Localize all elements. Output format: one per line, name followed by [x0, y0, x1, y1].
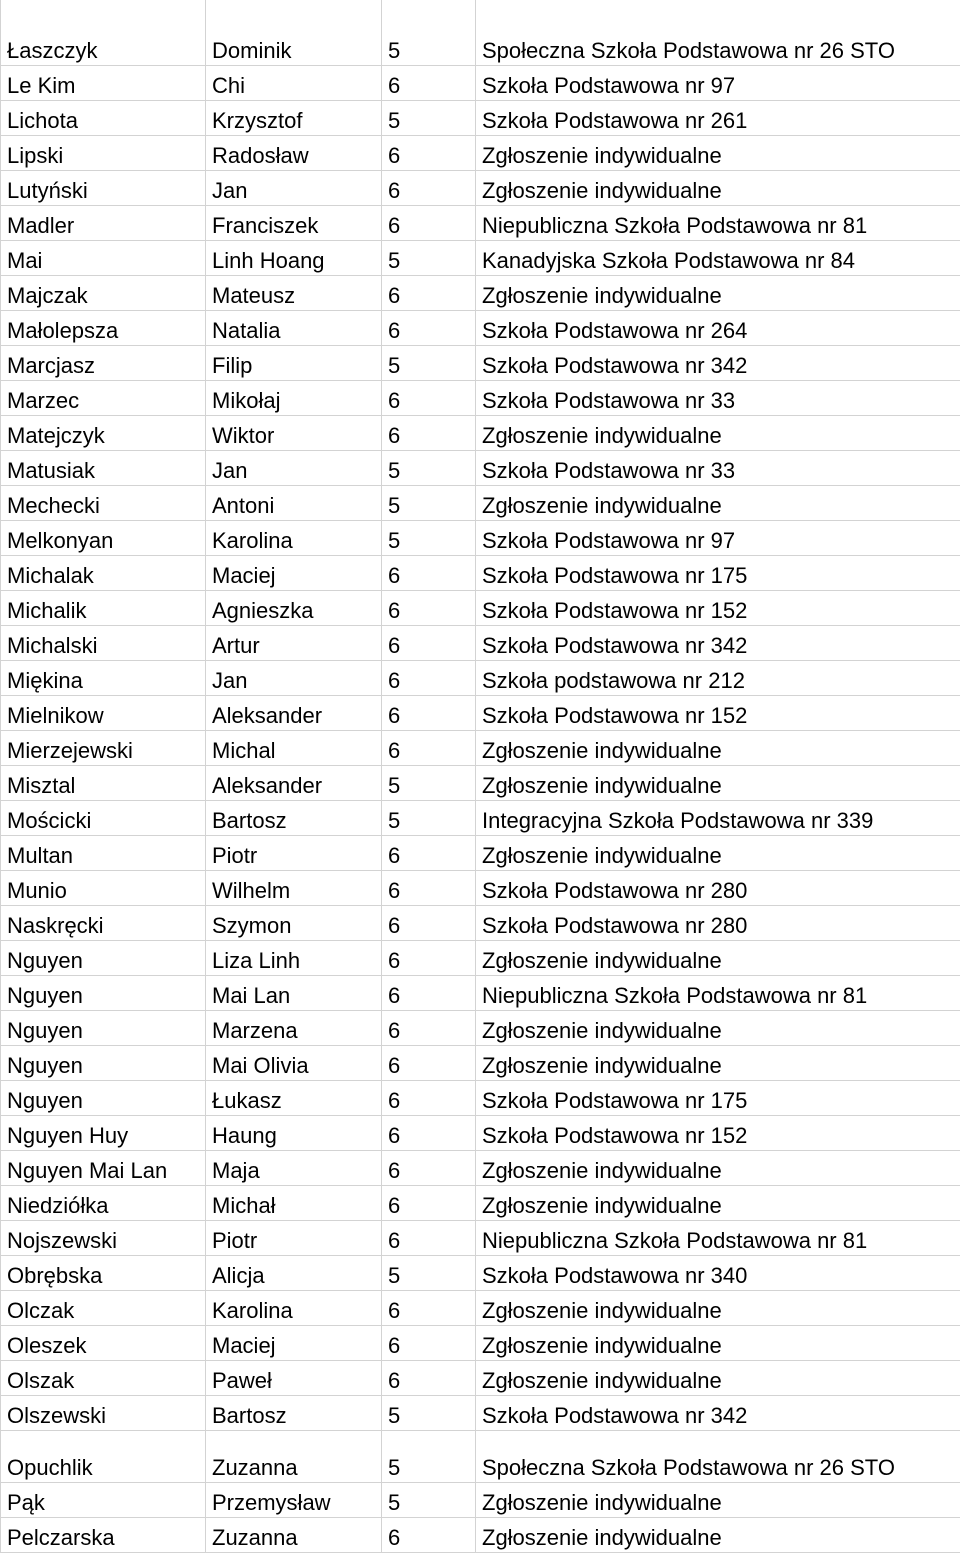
first-name-cell: Zuzanna: [206, 1518, 382, 1553]
grade-cell: 5: [382, 1396, 476, 1431]
table-row: [1, 556, 960, 591]
table-row: [1, 171, 960, 206]
grade-cell: 5: [382, 1256, 476, 1291]
table-row: [1, 941, 960, 976]
school-cell: Zgłoszenie indywidualne: [476, 836, 960, 871]
surname-cell: Mierzejewski: [1, 731, 206, 766]
table-row: [1, 381, 960, 416]
surname-cell: Multan: [1, 836, 206, 871]
school-cell: Szkoła Podstawowa nr 152: [476, 1116, 960, 1151]
surname-cell: Nguyen: [1, 1046, 206, 1081]
school-cell: Integracyjna Szkoła Podstawowa nr 339: [476, 801, 960, 836]
school-cell: Szkoła Podstawowa nr 264: [476, 311, 960, 346]
first-name-cell: Artur: [206, 626, 382, 661]
first-name-cell: Aleksander: [206, 696, 382, 731]
first-name-cell: Jan: [206, 451, 382, 486]
grade-cell: 5: [382, 801, 476, 836]
surname-cell: Nguyen: [1, 941, 206, 976]
school-cell: Szkoła Podstawowa nr 97: [476, 66, 960, 101]
grade-cell: 6: [382, 976, 476, 1011]
surname-cell: Nguyen: [1, 976, 206, 1011]
first-name-cell: Piotr: [206, 1221, 382, 1256]
table-row: [1, 731, 960, 766]
school-cell: Szkoła podstawowa nr 212: [476, 661, 960, 696]
grade-cell: 6: [382, 1221, 476, 1256]
first-name-cell: Łukasz: [206, 1081, 382, 1116]
first-name-cell: Natalia: [206, 311, 382, 346]
surname-cell: Małolepsza: [1, 311, 206, 346]
grade-cell: 6: [382, 1291, 476, 1326]
grade-cell: 6: [382, 1518, 476, 1553]
surname-cell: Michalik: [1, 591, 206, 626]
first-name-cell: Maciej: [206, 556, 382, 591]
grade-cell: 6: [382, 696, 476, 731]
first-name-cell: Jan: [206, 661, 382, 696]
first-name-cell: Szymon: [206, 906, 382, 941]
school-cell: Zgłoszenie indywidualne: [476, 136, 960, 171]
table-row: [1, 626, 960, 661]
surname-cell: Lipski: [1, 136, 206, 171]
first-name-cell: Krzysztof: [206, 101, 382, 136]
table-row: [1, 136, 960, 171]
school-cell: Szkoła Podstawowa nr 280: [476, 871, 960, 906]
school-cell: Zgłoszenie indywidualne: [476, 416, 960, 451]
first-name-cell: Paweł: [206, 1361, 382, 1396]
surname-cell: Olszak: [1, 1361, 206, 1396]
first-name-cell: Mateusz: [206, 276, 382, 311]
surname-cell: Opuchlik: [1, 1431, 206, 1483]
table-row: [1, 1221, 960, 1256]
surname-cell: Mechecki: [1, 486, 206, 521]
first-name-cell: Zuzanna: [206, 1431, 382, 1483]
first-name-cell: Filip: [206, 346, 382, 381]
school-cell: Zgłoszenie indywidualne: [476, 1186, 960, 1221]
table-row: [1, 1483, 960, 1518]
grade-cell: 5: [382, 1431, 476, 1483]
table-row: [1, 836, 960, 871]
table-row: [1, 696, 960, 731]
school-cell: Zgłoszenie indywidualne: [476, 171, 960, 206]
table-row: [1, 101, 960, 136]
school-cell: Szkoła Podstawowa nr 175: [476, 1081, 960, 1116]
grade-cell: 6: [382, 276, 476, 311]
table-row: [1, 1518, 960, 1553]
surname-cell: Obrębska: [1, 1256, 206, 1291]
school-cell: Zgłoszenie indywidualne: [476, 1326, 960, 1361]
surname-cell: Le Kim: [1, 66, 206, 101]
surname-cell: Lichota: [1, 101, 206, 136]
school-cell: Niepubliczna Szkoła Podstawowa nr 81: [476, 1221, 960, 1256]
first-name-cell: Dominik: [206, 0, 382, 66]
school-cell: Zgłoszenie indywidualne: [476, 1046, 960, 1081]
first-name-cell: Agnieszka: [206, 591, 382, 626]
grade-cell: 6: [382, 906, 476, 941]
surname-cell: Miękina: [1, 661, 206, 696]
first-name-cell: Mai Olivia: [206, 1046, 382, 1081]
first-name-cell: Piotr: [206, 836, 382, 871]
table-row: [1, 801, 960, 836]
table-row: [1, 1046, 960, 1081]
table-row: [1, 1116, 960, 1151]
grade-cell: 6: [382, 311, 476, 346]
school-cell: Zgłoszenie indywidualne: [476, 1361, 960, 1396]
surname-cell: Nguyen Mai Lan: [1, 1151, 206, 1186]
table-row: [1, 1011, 960, 1046]
grade-cell: 6: [382, 1326, 476, 1361]
first-name-cell: Mikołaj: [206, 381, 382, 416]
school-cell: Niepubliczna Szkoła Podstawowa nr 81: [476, 206, 960, 241]
table-row: [1, 1081, 960, 1116]
school-cell: Zgłoszenie indywidualne: [476, 486, 960, 521]
first-name-cell: Bartosz: [206, 801, 382, 836]
school-cell: Społeczna Szkoła Podstawowa nr 26 STO: [476, 1431, 960, 1483]
school-cell: Szkoła Podstawowa nr 342: [476, 626, 960, 661]
surname-cell: Matejczyk: [1, 416, 206, 451]
surname-cell: Olszewski: [1, 1396, 206, 1431]
first-name-cell: Marzena: [206, 1011, 382, 1046]
grade-cell: 6: [382, 206, 476, 241]
grade-cell: 5: [382, 521, 476, 556]
table-row: [1, 661, 960, 696]
school-cell: Zgłoszenie indywidualne: [476, 1151, 960, 1186]
table-row: [1, 1291, 960, 1326]
grade-cell: 6: [382, 661, 476, 696]
surname-cell: Munio: [1, 871, 206, 906]
first-name-cell: Aleksander: [206, 766, 382, 801]
grade-cell: 5: [382, 451, 476, 486]
first-name-cell: Karolina: [206, 1291, 382, 1326]
first-name-cell: Liza Linh: [206, 941, 382, 976]
grade-cell: 6: [382, 136, 476, 171]
grade-cell: 6: [382, 381, 476, 416]
surname-cell: Nguyen: [1, 1081, 206, 1116]
surname-cell: Naskręcki: [1, 906, 206, 941]
first-name-cell: Wiktor: [206, 416, 382, 451]
grade-cell: 6: [382, 731, 476, 766]
school-cell: Szkoła Podstawowa nr 152: [476, 696, 960, 731]
first-name-cell: Michał: [206, 1186, 382, 1221]
table-row: [1, 241, 960, 276]
first-name-cell: Radosław: [206, 136, 382, 171]
first-name-cell: Alicja: [206, 1256, 382, 1291]
school-cell: Zgłoszenie indywidualne: [476, 766, 960, 801]
school-cell: Społeczna Szkoła Podstawowa nr 26 STO: [476, 0, 960, 66]
school-cell: Zgłoszenie indywidualne: [476, 276, 960, 311]
surname-cell: Pelczarska: [1, 1518, 206, 1553]
table-row: [1, 1396, 960, 1431]
table-row: [1, 206, 960, 241]
grade-cell: 5: [382, 241, 476, 276]
first-name-cell: Franciszek: [206, 206, 382, 241]
table-row: [1, 451, 960, 486]
first-name-cell: Linh Hoang: [206, 241, 382, 276]
surname-cell: Oleszek: [1, 1326, 206, 1361]
school-cell: Zgłoszenie indywidualne: [476, 1291, 960, 1326]
surname-cell: Mai: [1, 241, 206, 276]
school-cell: Szkoła Podstawowa nr 175: [476, 556, 960, 591]
surname-cell: Marzec: [1, 381, 206, 416]
grade-cell: 6: [382, 171, 476, 206]
school-cell: Szkoła Podstawowa nr 280: [476, 906, 960, 941]
surname-cell: Mościcki: [1, 801, 206, 836]
surname-cell: Michalak: [1, 556, 206, 591]
school-cell: Zgłoszenie indywidualne: [476, 1483, 960, 1518]
first-name-cell: Mai Lan: [206, 976, 382, 1011]
grade-cell: 6: [382, 1081, 476, 1116]
table-row: [1, 591, 960, 626]
surname-cell: Misztal: [1, 766, 206, 801]
table-row: [1, 346, 960, 381]
grade-cell: 6: [382, 591, 476, 626]
school-cell: Zgłoszenie indywidualne: [476, 1011, 960, 1046]
school-cell: Szkoła Podstawowa nr 97: [476, 521, 960, 556]
first-name-cell: Karolina: [206, 521, 382, 556]
surname-cell: Majczak: [1, 276, 206, 311]
grade-cell: 5: [382, 101, 476, 136]
table-row: [1, 486, 960, 521]
school-cell: Zgłoszenie indywidualne: [476, 941, 960, 976]
school-cell: Szkoła Podstawowa nr 342: [476, 346, 960, 381]
grade-cell: 5: [382, 346, 476, 381]
table-row: [1, 0, 960, 66]
grade-cell: 5: [382, 486, 476, 521]
school-cell: Szkoła Podstawowa nr 33: [476, 381, 960, 416]
surname-cell: Marcjasz: [1, 346, 206, 381]
school-cell: Zgłoszenie indywidualne: [476, 731, 960, 766]
first-name-cell: Jan: [206, 171, 382, 206]
surname-cell: Mielnikow: [1, 696, 206, 731]
grade-cell: 5: [382, 766, 476, 801]
table-row: [1, 1431, 960, 1483]
grade-cell: 6: [382, 66, 476, 101]
grade-cell: 6: [382, 556, 476, 591]
school-cell: Szkoła Podstawowa nr 261: [476, 101, 960, 136]
school-cell: Szkoła Podstawowa nr 152: [476, 591, 960, 626]
table-row: [1, 906, 960, 941]
grade-cell: 6: [382, 836, 476, 871]
participants-table-body: [1, 0, 960, 1553]
school-cell: Szkoła Podstawowa nr 340: [476, 1256, 960, 1291]
table-row: [1, 976, 960, 1011]
grade-cell: 6: [382, 1151, 476, 1186]
table-row: [1, 1326, 960, 1361]
grade-cell: 6: [382, 871, 476, 906]
surname-cell: Pąk: [1, 1483, 206, 1518]
surname-cell: Madler: [1, 206, 206, 241]
table-row: [1, 416, 960, 451]
first-name-cell: Maciej: [206, 1326, 382, 1361]
first-name-cell: Antoni: [206, 486, 382, 521]
first-name-cell: Haung: [206, 1116, 382, 1151]
grade-cell: 6: [382, 626, 476, 661]
grade-cell: 6: [382, 416, 476, 451]
first-name-cell: Wilhelm: [206, 871, 382, 906]
first-name-cell: Michal: [206, 731, 382, 766]
surname-cell: Niedziółka: [1, 1186, 206, 1221]
table-row: [1, 521, 960, 556]
table-row: [1, 1256, 960, 1291]
school-cell: Szkoła Podstawowa nr 33: [476, 451, 960, 486]
table-row: [1, 66, 960, 101]
surname-cell: Łaszczyk: [1, 0, 206, 66]
surname-cell: Melkonyan: [1, 521, 206, 556]
table-row: [1, 1186, 960, 1221]
grade-cell: 6: [382, 1116, 476, 1151]
grade-cell: 5: [382, 1483, 476, 1518]
surname-cell: Nguyen: [1, 1011, 206, 1046]
surname-cell: Nojszewski: [1, 1221, 206, 1256]
table-row: [1, 1151, 960, 1186]
grade-cell: 6: [382, 1361, 476, 1396]
first-name-cell: Maja: [206, 1151, 382, 1186]
school-cell: Zgłoszenie indywidualne: [476, 1518, 960, 1553]
first-name-cell: Przemysław: [206, 1483, 382, 1518]
table-row: [1, 276, 960, 311]
school-cell: Szkoła Podstawowa nr 342: [476, 1396, 960, 1431]
grade-cell: 6: [382, 1186, 476, 1221]
grade-cell: 6: [382, 941, 476, 976]
surname-cell: Matusiak: [1, 451, 206, 486]
table-row: [1, 311, 960, 346]
first-name-cell: Bartosz: [206, 1396, 382, 1431]
surname-cell: Nguyen Huy: [1, 1116, 206, 1151]
table-row: [1, 871, 960, 906]
surname-cell: Michalski: [1, 626, 206, 661]
grade-cell: 6: [382, 1011, 476, 1046]
school-cell: Niepubliczna Szkoła Podstawowa nr 81: [476, 976, 960, 1011]
school-cell: Kanadyjska Szkoła Podstawowa nr 84: [476, 241, 960, 276]
first-name-cell: Chi: [206, 66, 382, 101]
grade-cell: 6: [382, 1046, 476, 1081]
table-row: [1, 766, 960, 801]
surname-cell: Lutyński: [1, 171, 206, 206]
grade-cell: 5: [382, 0, 476, 66]
table-row: [1, 1361, 960, 1396]
surname-cell: Olczak: [1, 1291, 206, 1326]
